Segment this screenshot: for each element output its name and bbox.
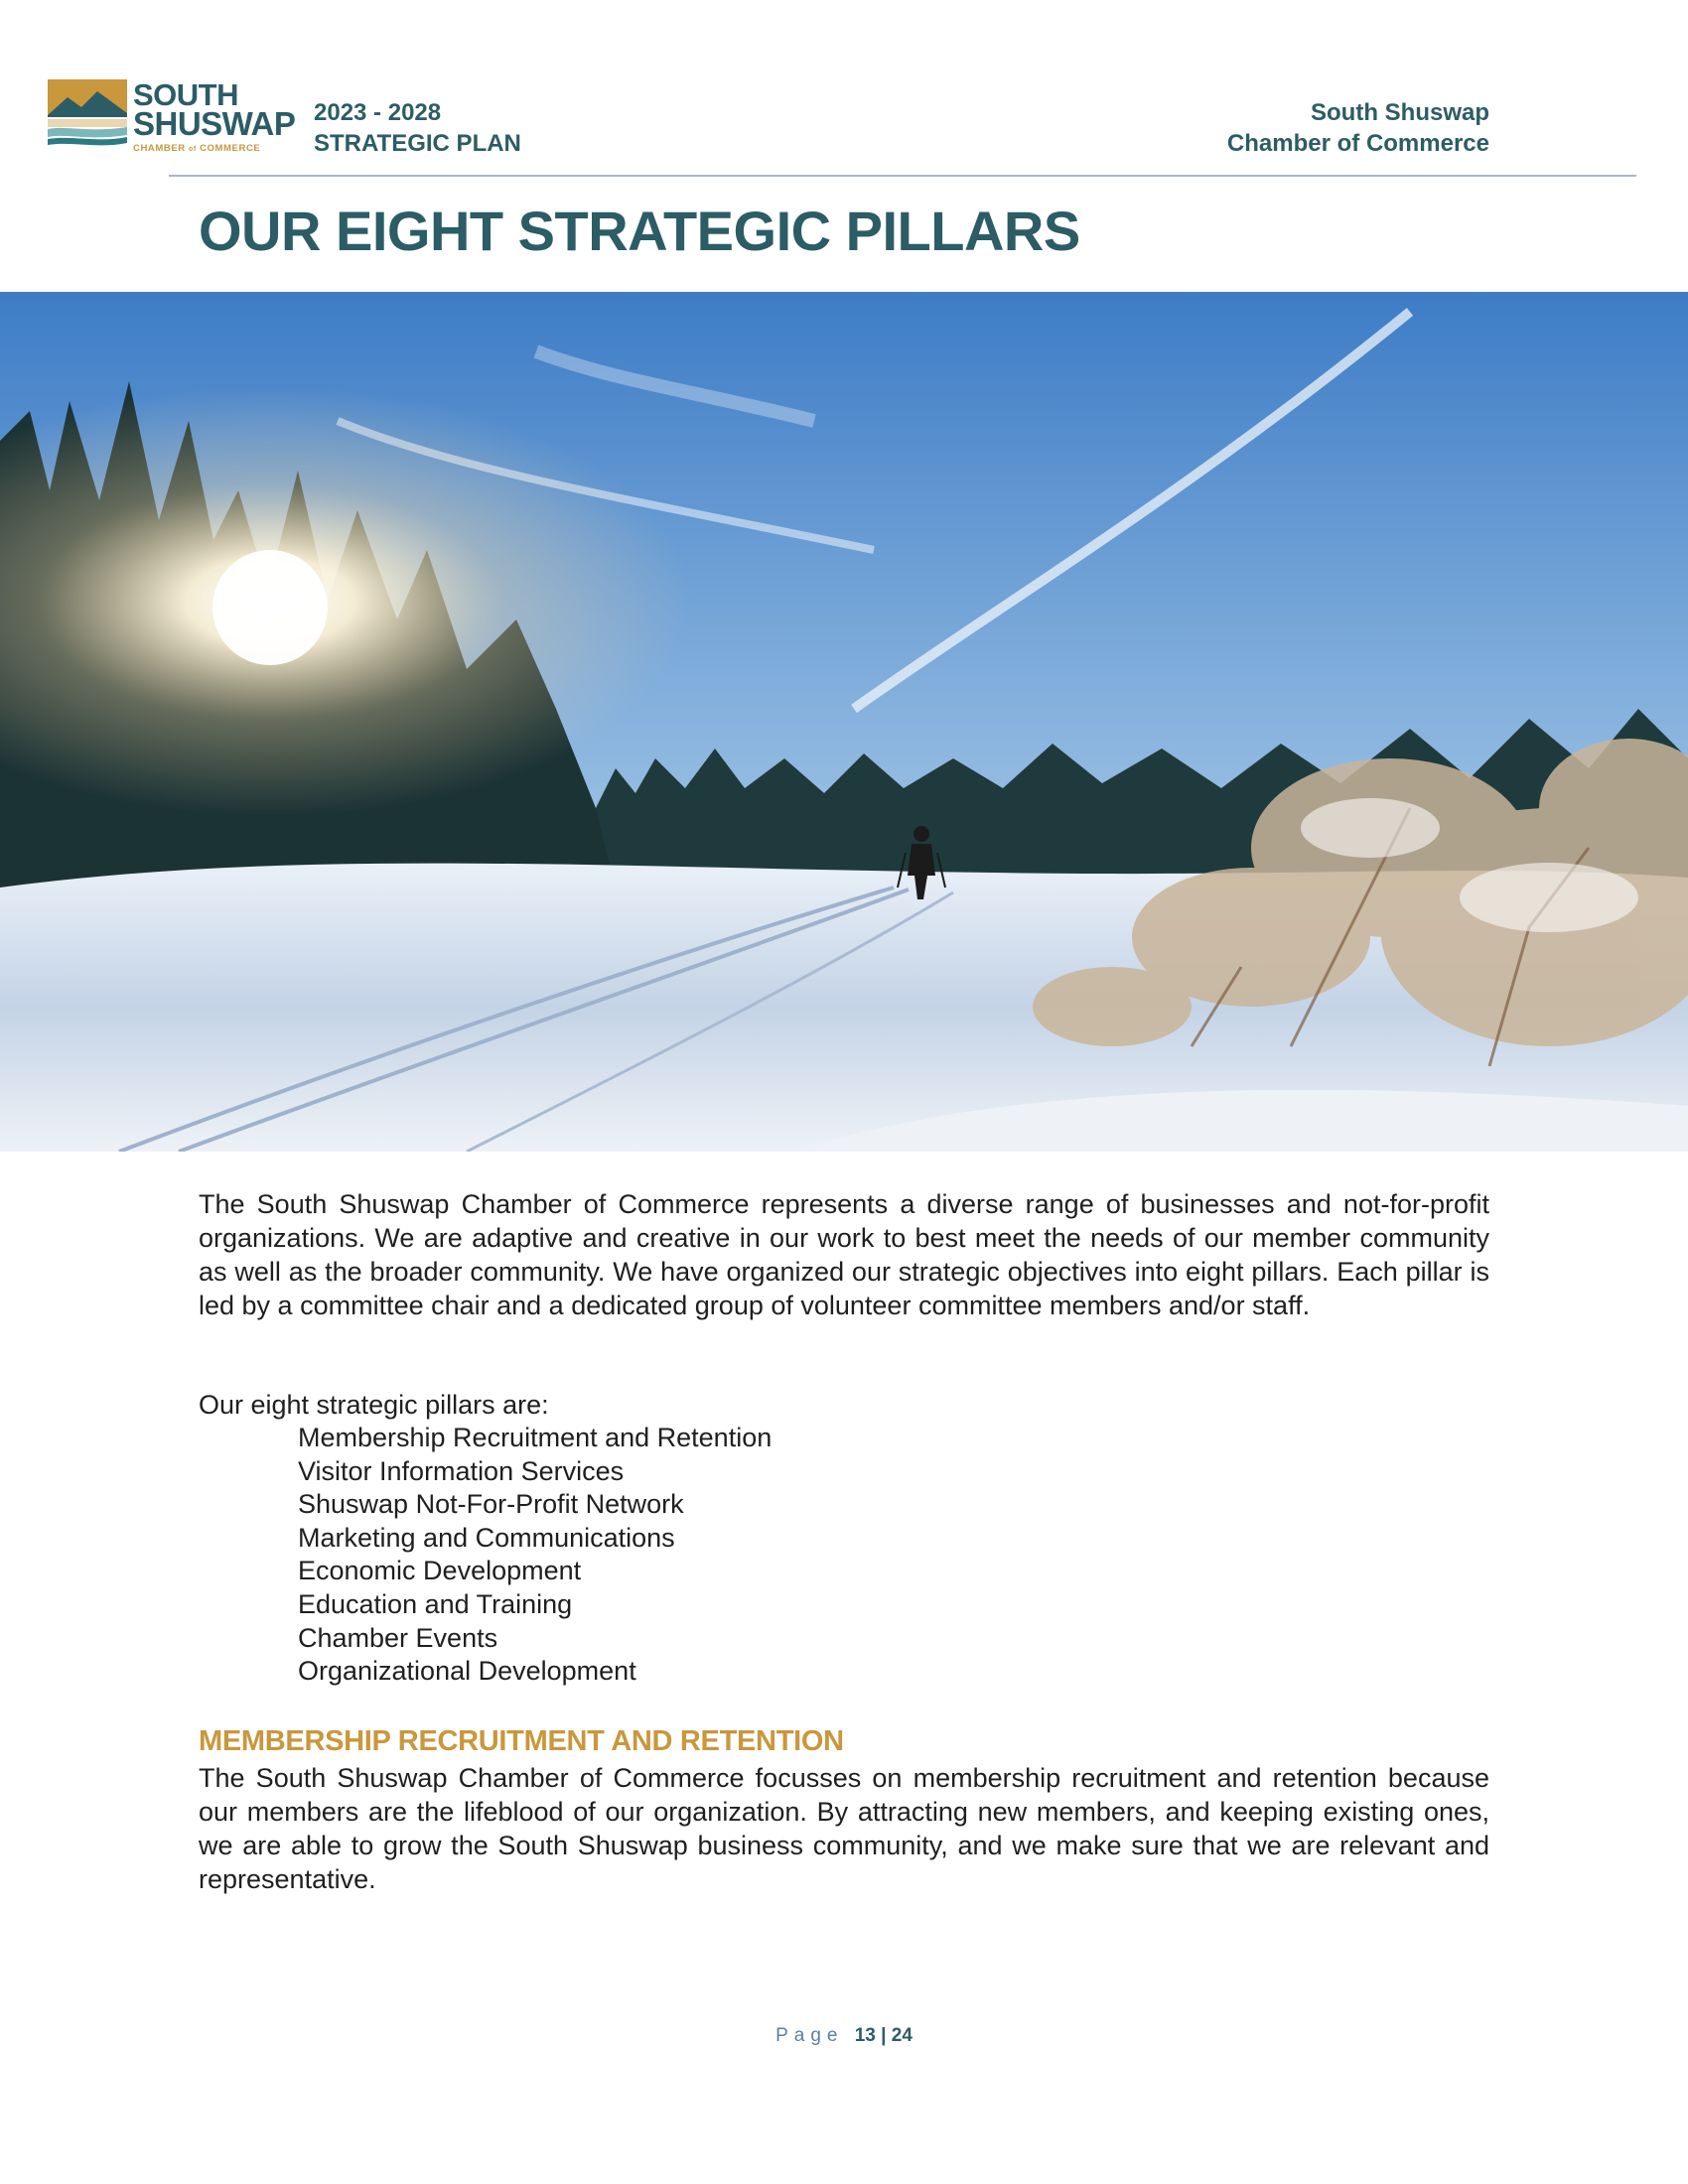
page-label: Page [775, 2025, 844, 2046]
org-line-1: South Shuswap [1311, 99, 1489, 126]
winter-skiing-photo [0, 292, 1688, 1152]
list-item: Shuswap Not-For-Profit Network [298, 1489, 684, 1520]
chamber-logo [48, 77, 296, 157]
list-item: Organizational Development [298, 1656, 636, 1687]
membership-paragraph: The South Shuswap Chamber of Commerce focusses on membership recruitment and retention because our members are the lifeblood of our organization. By attracting new members, and keeping existing ones, we are able to grow the South Shuswap business community, and we make sure that we are relevant and representative. [199, 1763, 1489, 1894]
page-footer [0, 2025, 1688, 2047]
page-separator: | [881, 2025, 887, 2046]
list-item: Marketing and Communications [298, 1522, 675, 1553]
header-divider [169, 175, 1636, 177]
list-item: Economic Development [298, 1556, 582, 1586]
plan-years: 2023 - 2028 [314, 99, 442, 126]
page-total: 24 [891, 2025, 913, 2046]
pillars-lead: Our eight strategic pillars are: [199, 1390, 549, 1420]
list-item: Education and Training [298, 1588, 573, 1619]
page-title: OUR EIGHT STRATEGIC PILLARS [199, 200, 1080, 262]
list-item: Visitor Information Services [298, 1455, 625, 1486]
logo-word-shuswap: SHUSWAP [133, 105, 296, 142]
list-item: Membership Recruitment and Retention [298, 1423, 773, 1452]
section-heading: MEMBERSHIP RECRUITMENT AND RETENTION [199, 1725, 844, 1757]
pillars-list [298, 1422, 772, 1689]
logo-tagline: CHAMBER of COMMERCE [133, 143, 261, 154]
organization-name [1227, 97, 1489, 159]
intro-paragraph: The South Shuswap Chamber of Commerce represents a diverse range of businesses and not-for-profit organizations. We are adaptive and creative in our work to best meet the needs of our member community as well as the broader community. We have organized our strategic objectives into eight pillars. Each pillar is led by a committee chair and a dedicated group of volunteer committee members and/or staff. [199, 1189, 1489, 1320]
plan-title: STRATEGIC PLAN [314, 130, 521, 157]
page-current: 13 [854, 2025, 876, 2046]
org-line-2: Chamber of Commerce [1226, 130, 1489, 157]
plan-label [314, 97, 521, 159]
mountain-lake-icon [48, 77, 127, 157]
list-item: Chamber Events [298, 1622, 498, 1653]
logo-word-south: SOUTH [133, 77, 238, 112]
